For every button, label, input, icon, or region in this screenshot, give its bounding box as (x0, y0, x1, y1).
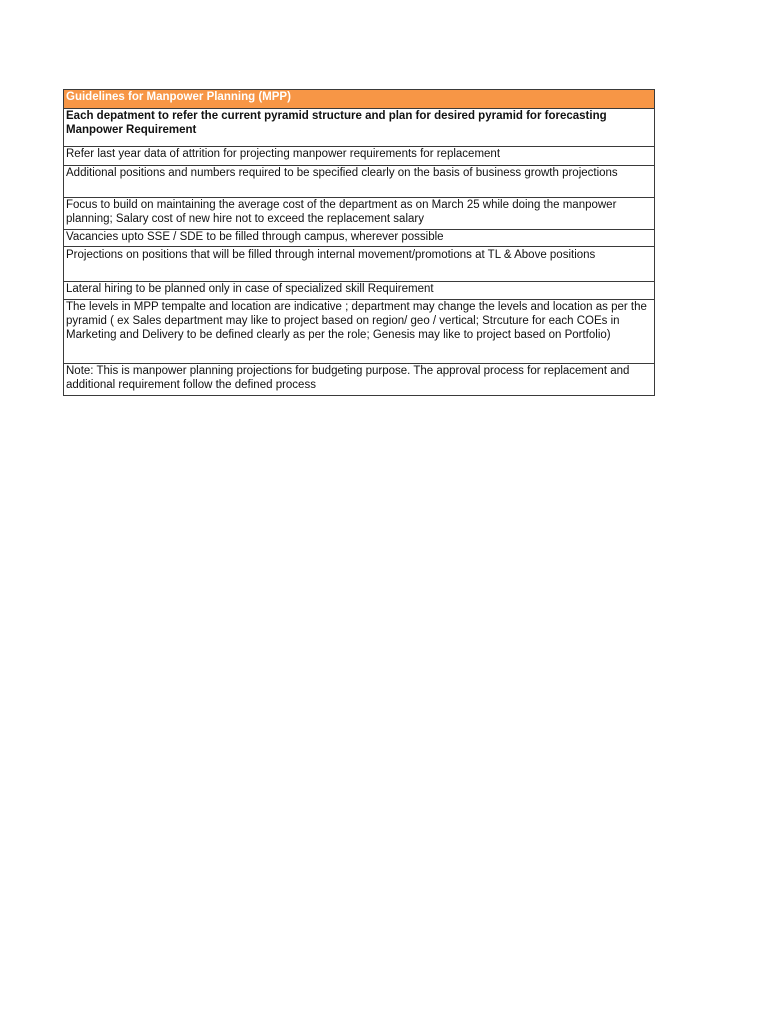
table-cell[interactable]: The levels in MPP tempalte and location are indicative ; department may change the levels and location as per the pyramid ( ex Sales department may like to project based on region/ geo / vertical; Strcuture for each COEs in Marketing and Delivery to be defined clearly as per the role; Genesis may like to project based on Portfolio) (64, 300, 655, 364)
table-row (64, 147, 655, 166)
table-row (64, 166, 655, 198)
table-cell[interactable]: Lateral hiring to be planned only in case of specialized skill Requirement (64, 282, 655, 300)
table-intro-cell[interactable]: Each depatment to refer the current pyramid structure and plan for desired pyramid for forecasting Manpower Requirement (64, 109, 655, 147)
table-cell[interactable]: Focus to build on maintaining the average cost of the department as on March 25 while doing the manpower planning; Salary cost of new hire not to exceed the replacement salary (64, 198, 655, 230)
table-title-cell[interactable]: Guidelines for Manpower Planning (MPP) (64, 90, 655, 109)
table-row (64, 364, 655, 396)
table-row (64, 198, 655, 230)
mpp-guidelines-table (63, 89, 655, 396)
table-header-row (64, 90, 655, 109)
table-row (64, 282, 655, 300)
table-cell[interactable]: Note: This is manpower planning projections for budgeting purpose. The approval process for replacement and additional requirement follow the defined process (64, 364, 655, 396)
table-row (64, 300, 655, 364)
table-cell[interactable]: Additional positions and numbers required to be specified clearly on the basis of business growth projections (64, 166, 655, 198)
table-intro-row (64, 109, 655, 147)
table-cell[interactable]: Vacancies upto SSE / SDE to be filled through campus, wherever possible (64, 230, 655, 247)
table-row (64, 230, 655, 247)
table-cell[interactable]: Projections on positions that will be filled through internal movement/promotions at TL & Above positions (64, 247, 655, 282)
table-cell[interactable]: Refer last year data of attrition for projecting manpower requirements for replacement (64, 147, 655, 166)
table-row (64, 247, 655, 282)
